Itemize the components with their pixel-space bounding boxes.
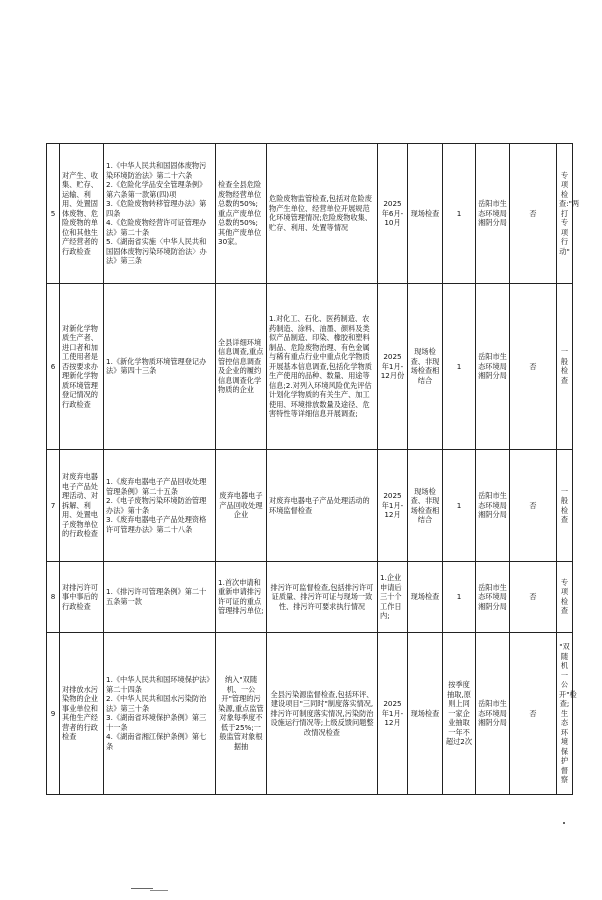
- joint-inspection: 否: [510, 283, 557, 449]
- inspection-count: 1: [443, 283, 476, 449]
- joint-inspection: 否: [510, 562, 557, 632]
- inspection-scope: 全县详细环境信息调查,重点管控信息调查及企业的履约信息调查化学物质的企业: [216, 283, 267, 449]
- inspection-time: 2025年1月-12月: [378, 449, 408, 561]
- legal-basis: [104, 562, 216, 632]
- basis-line: 1.《中华人民共和国环境保护法》第二十四条: [106, 675, 210, 694]
- inspection-agency: 岳阳市生态环境局湘阴分局: [476, 562, 510, 632]
- legal-basis: [104, 632, 216, 794]
- legal-basis: [104, 144, 216, 284]
- inspection-count: 1: [443, 144, 476, 284]
- joint-inspection: 否: [510, 449, 557, 561]
- inspection-count: 1: [443, 449, 476, 561]
- basis-line: 2.《电子废物污染环境防治管理办法》第十条: [106, 496, 207, 515]
- inspection-time: 2025年6月-10月: [378, 144, 408, 284]
- basis-line: 1.《废弃电器电子产品回收处理管理条例》第二十五条: [106, 477, 207, 496]
- table-row: [47, 283, 573, 449]
- basis-line: 4.《湖南省湘江保护条例》第七条: [106, 732, 207, 751]
- basis-line: 5.《湖南省实施〈中华人民共和国固体废物污染环境防治法〉办法》第三条: [106, 237, 207, 266]
- legal-basis: [104, 449, 216, 561]
- row-number: 9: [47, 632, 60, 794]
- scan-speck: [563, 822, 565, 824]
- inspection-agency: 岳阳市生态环境局湘阴分局: [476, 632, 510, 794]
- inspection-scope: 废弃电器电子产品回收处理企业: [216, 449, 267, 561]
- inspection-method: 现场检查: [408, 562, 443, 632]
- remark: 一般检查: [557, 283, 573, 449]
- inspection-object: 对排污许可事中事后的行政检查: [60, 562, 104, 632]
- basis-line: 4.《危险废物经营许可证管理办法》第二十条: [106, 218, 207, 237]
- remark: "双随机一公开"检查;生态环境保护督察: [557, 632, 573, 794]
- row-number: 6: [47, 283, 60, 449]
- table-row: [47, 449, 573, 561]
- joint-inspection: 否: [510, 144, 557, 284]
- basis-line: 3.《危险废物转移管理办法》第四条: [106, 199, 207, 218]
- inspection-content: 全县污染源监督检查,包括环评、建设项目"三同时"制度落实情况,排污许可制度落实情况,污染防治设施运行情况等;上级反馈问题整改情况检查: [267, 632, 378, 794]
- scan-mark: [150, 890, 168, 891]
- remark: 专项检查: [557, 562, 573, 632]
- basis-line: 2.《危险化学品安全管理条例》第六条第一款第(四)项: [106, 180, 207, 199]
- remark: 专项检查:"两打专项行动": [557, 144, 573, 284]
- basis-line: 3.《废弃电器电子产品处理资格许可管理办法》第二十八条: [106, 515, 207, 534]
- inspection-scope: 检查全县危险废物经营单位总数的50%;重点产废单位总数的50%;其他产废单位30家。: [216, 144, 267, 284]
- legal-basis: [104, 283, 216, 449]
- basis-line: 1.《排污许可管理条例》第二十五条第一款: [106, 587, 207, 606]
- joint-inspection: 否: [510, 632, 557, 794]
- row-number: 7: [47, 449, 60, 561]
- inspection-object: 对废弃电器电子产品处理活动、对拆解、利用、处置电子废物单位的行政检查: [60, 449, 104, 561]
- basis-line: 1.《新化学物质环境管理登记办法》第四十三条: [106, 356, 207, 376]
- inspection-time: 2025年1月-12月份: [378, 283, 408, 449]
- inspection-method: 现场检查: [408, 144, 443, 284]
- inspection-time: 2025年1月-12月: [378, 632, 408, 794]
- inspection-agency: 岳阳市生态环境局湘阴分局: [476, 283, 510, 449]
- table-row: [47, 144, 573, 284]
- inspection-object: 对排放水污染物的企业事业单位和其他生产经营者的行政检查: [60, 632, 104, 794]
- inspection-object: 对产生、收集、贮存、运输、利用、处置固体废物、危险废物的单位和其他生产经营者的行政检查: [60, 144, 104, 284]
- inspection-content: 危险废物监管检查,包括对危险废物产生单位、经营单位开展规范化环境管理情况;危险废物收集、贮存、利用、处置等情况: [267, 144, 378, 284]
- inspection-count: 按季度抽取,原则上同一家企业抽取一年不超过2次: [443, 632, 476, 794]
- remark: 一般检查: [557, 449, 573, 561]
- inspection-method: 现场检查、非现场检查相结合: [408, 283, 443, 449]
- inspection-count: 1: [443, 562, 476, 632]
- inspection-method: 现场检查、非现场检查相结合: [408, 449, 443, 561]
- inspection-agency: 岳阳市生态环境局湘阴分局: [476, 449, 510, 561]
- inspection-time: 1.企业申请后三十个工作日内;: [378, 562, 408, 632]
- inspection-plan-table: [46, 143, 580, 795]
- inspection-object: 对新化学物质生产者、进口者和加工使用者是否按要求办理新化学物质环境管理登记情况的行政检查: [60, 283, 104, 449]
- row-number: 5: [47, 144, 60, 284]
- table-row: [47, 632, 573, 794]
- inspection-agency: 岳阳市生态环境局湘阴分局: [476, 144, 510, 284]
- basis-line: 2.《中华人民共和国水污染防治法》第三十条: [106, 694, 207, 713]
- table-row: [47, 562, 573, 632]
- inspection-content: 对废弃电器电子产品处理活动的环境监督检查: [267, 449, 378, 561]
- scan-mark: [131, 888, 153, 889]
- basis-line: 3.《湖南省环境保护条例》第三十一条: [106, 713, 207, 732]
- basis-line: 1.《中华人民共和国固体废物污染环境防治法》第二十六条: [106, 161, 207, 180]
- inspection-method: 现场检查: [408, 632, 443, 794]
- inspection-scope: 纳入"双随机、一公开"管理的污染源,重点监管对象每季度不低于25%;一般监管对象根据抽: [216, 632, 267, 794]
- inspection-content: 排污许可监督检查,包括排污许可证质量、排污许可证与现场一致性、排污许可要求执行情况: [267, 562, 378, 632]
- inspection-scope: 1.首次申请和重新申请排污许可证的重点管理排污单位;: [216, 562, 267, 632]
- inspection-content: 1.对化工、石化、医药制造、农药制造、涂料、油墨、颜料及类似产品制造、印染、橡胶和塑料制品、危险废物治理、有色金属与稀有重点行业中重点化学物质开展基本信息调查,包括化学物质生产使用的品种、数量、用途等信息;2.对列入环境风险优先评估计划化学物质的有关生产、加工使用、环境排放数量及途径、危害特性等详细信息开展调查;: [267, 283, 378, 449]
- row-number: 8: [47, 562, 60, 632]
